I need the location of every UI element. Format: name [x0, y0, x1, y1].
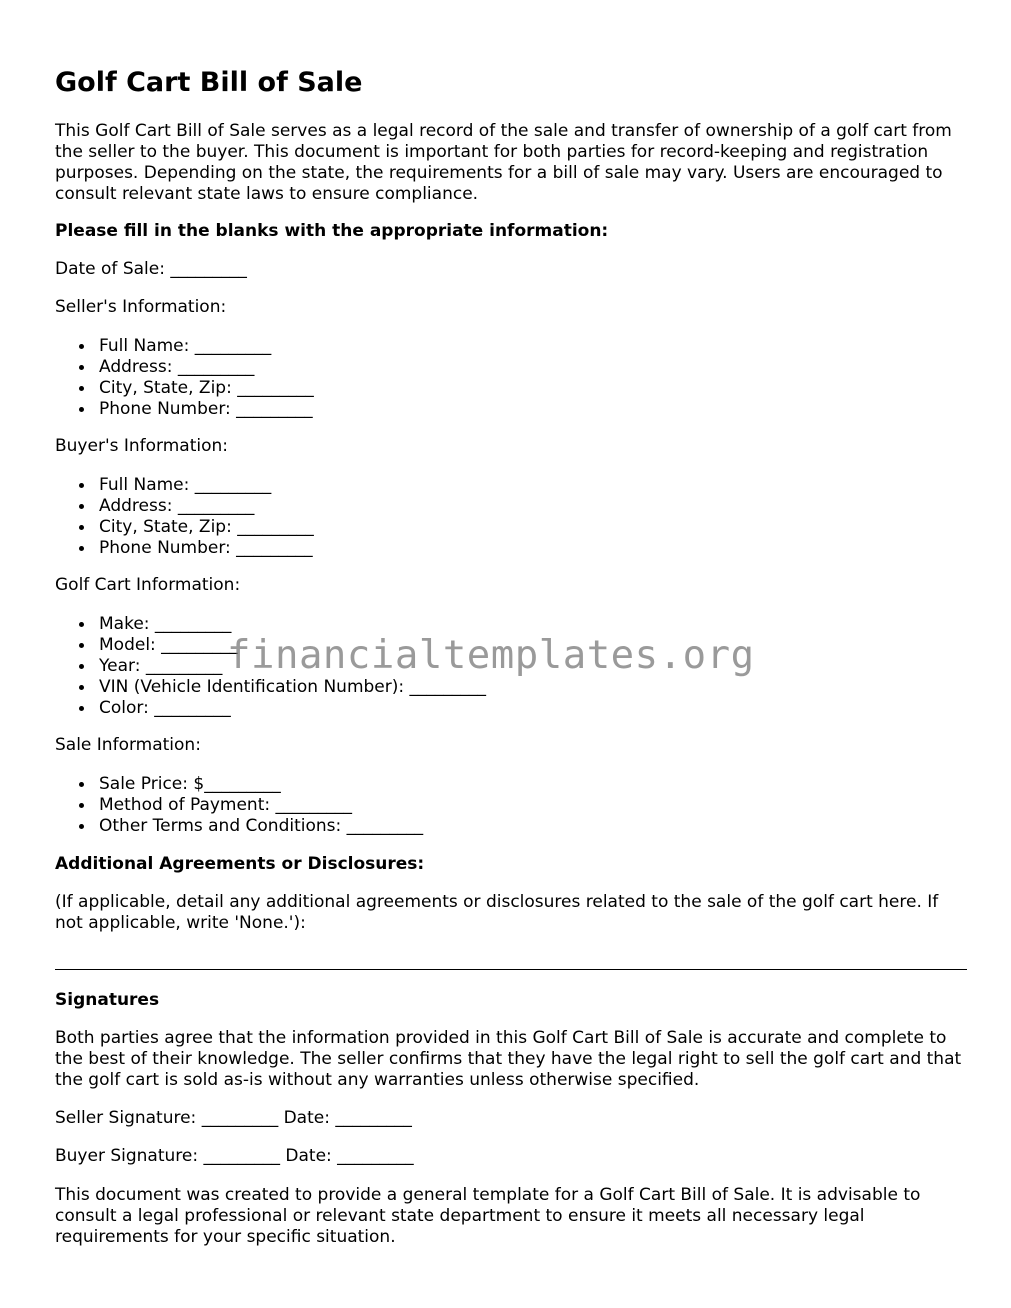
buyer-address: Address: _________ — [55, 496, 967, 517]
instructions-text: Please fill in the blanks with the appropriate information: — [55, 221, 609, 241]
seller-full-name: Full Name: _________ — [55, 336, 967, 357]
sale-payment-method: Method of Payment: _________ — [55, 795, 967, 816]
additional-agreements-line — [55, 969, 967, 970]
buyer-list — [55, 475, 967, 559]
seller-phone: Phone Number: _________ — [55, 399, 967, 420]
buyer-phone: Phone Number: _________ — [55, 538, 967, 559]
cart-make: Make: _________ — [55, 614, 967, 635]
sale-other-terms: Other Terms and Conditions: _________ — [55, 816, 967, 837]
signatures-heading — [55, 990, 967, 1011]
sale-price: Sale Price: $_________ — [55, 774, 967, 795]
seller-city-state-zip: City, State, Zip: _________ — [55, 378, 967, 399]
sale-heading: Sale Information: — [55, 735, 201, 755]
cart-vin: VIN (Vehicle Identification Number): _________ — [55, 677, 967, 698]
signatures-heading-text: Signatures — [55, 990, 160, 1010]
buyer-signature-line: Buyer Signature: _________ Date: _________ — [55, 1146, 414, 1166]
seller-address: Address: _________ — [55, 357, 967, 378]
seller-signature-line: Seller Signature: _________ Date: _________ — [55, 1108, 412, 1128]
intro-paragraph: This Golf Cart Bill of Sale serves as a legal record of the sale and transfer of ownership of a golf cart from the seller to the buyer. This document is important for both parties for record-keeping and registration purposes. Depending on the state, the requirements for a bill of sale may vary. Users are encouraged to consult relevant state laws to ensure compliance. — [55, 121, 952, 204]
buyer-city-state-zip: City, State, Zip: _________ — [55, 517, 967, 538]
seller-heading: Seller's Information: — [55, 297, 227, 317]
cart-heading: Golf Cart Information: — [55, 575, 241, 595]
footer-paragraph: This document was created to provide a general template for a Golf Cart Bill of Sale. It is advisable to consult a legal professional or relevant state department to ensure it meets all necessary legal requirements for your specific situation. — [55, 1185, 921, 1247]
seller-list — [55, 336, 967, 420]
watermark-text: financialtemplates.org — [227, 633, 755, 678]
buyer-full-name: Full Name: _________ — [55, 475, 967, 496]
signatures-paragraph: Both parties agree that the information provided in this Golf Cart Bill of Sale is accurate and complete to the best of their knowledge. The seller confirms that they have the legal right to sell the golf cart and that the golf cart is sold as-is without any warranties unless otherwise specified. — [55, 1028, 962, 1090]
additional-paragraph: (If applicable, detail any additional agreements or disclosures related to the sale of the golf cart here. If not applicable, write 'None.'): — [55, 892, 939, 933]
cart-year: Year: _________ — [55, 656, 967, 677]
date-of-sale-field: Date of Sale: _________ — [55, 259, 247, 279]
buyer-heading: Buyer's Information: — [55, 436, 229, 456]
document-title: Golf Cart Bill of Sale — [55, 67, 363, 98]
additional-heading — [55, 854, 967, 875]
additional-heading-text: Additional Agreements or Disclosures: — [55, 854, 425, 874]
sale-list — [55, 774, 967, 837]
instructions-heading — [55, 221, 967, 242]
cart-model: Model: _________ — [55, 635, 967, 656]
cart-color: Color: _________ — [55, 698, 967, 719]
